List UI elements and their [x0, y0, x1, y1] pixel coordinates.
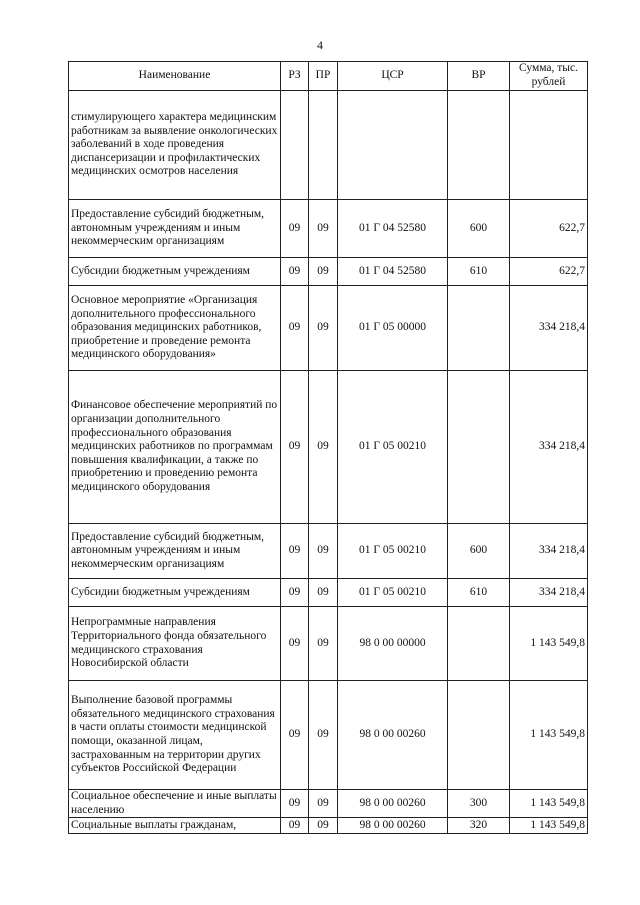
table-row — [69, 681, 588, 790]
cell-name: Непрограммные направления Территориального фонда обязательного медицинского страхования Новосибирской области — [69, 607, 281, 681]
header-rz: РЗ — [281, 62, 309, 91]
table-row — [69, 258, 588, 286]
header-name: Наименование — [69, 62, 281, 91]
cell-pr: 09 — [309, 524, 338, 579]
header-csr: ЦСР — [338, 62, 448, 91]
cell-csr: 98 0 00 00000 — [338, 607, 448, 681]
cell-csr: 98 0 00 00260 — [338, 681, 448, 790]
cell-name: Основное мероприятие «Организация дополнительного профессионального образования медицинских работников, приобретение и проведение ремонта медицинского оборудования» — [69, 286, 281, 371]
cell-csr: 01 Г 05 00000 — [338, 286, 448, 371]
header-sum: Сумма, тыс. рублей — [510, 62, 588, 91]
table-row — [69, 286, 588, 371]
page-number: 4 — [317, 38, 323, 52]
cell-name: Финансовое обеспечение мероприятий по организации дополнительного профессионального образования медицинских работников по программам повышения квалификации, а также по приобретению и проведению ремонта медицинского оборудования — [69, 371, 281, 524]
cell-pr: 09 — [309, 790, 338, 818]
table-row — [69, 818, 588, 834]
cell-vr: 600 — [448, 524, 510, 579]
table-row — [69, 91, 588, 200]
cell-csr — [338, 91, 448, 200]
cell-rz: 09 — [281, 286, 309, 371]
cell-name: Предоставление субсидий бюджетным, автономным учреждениям и иным некоммерческим организациям — [69, 524, 281, 579]
cell-csr: 01 Г 05 00210 — [338, 371, 448, 524]
cell-vr: 610 — [448, 258, 510, 286]
cell-sum: 622,7 — [510, 200, 588, 258]
cell-rz — [281, 91, 309, 200]
cell-vr: 320 — [448, 818, 510, 834]
cell-sum — [510, 91, 588, 200]
cell-name: Социальное обеспечение и иные выплаты населению — [69, 790, 281, 818]
table-row — [69, 579, 588, 607]
cell-vr — [448, 371, 510, 524]
cell-pr: 09 — [309, 579, 338, 607]
cell-name: Предоставление субсидий бюджетным, автономным учреждениям и иным некоммерческим организациям — [69, 200, 281, 258]
cell-sum: 622,7 — [510, 258, 588, 286]
cell-csr: 98 0 00 00260 — [338, 818, 448, 834]
cell-rz: 09 — [281, 818, 309, 834]
table-row — [69, 790, 588, 818]
cell-csr: 98 0 00 00260 — [338, 790, 448, 818]
cell-sum: 334 218,4 — [510, 524, 588, 579]
header-vr: ВР — [448, 62, 510, 91]
cell-rz: 09 — [281, 371, 309, 524]
cell-name: Выполнение базовой программы обязательного медицинского страхования в части оплаты стоимости медицинской помощи, оказанной лицам, застрахованным на территории других субъектов Российской Федерации — [69, 681, 281, 790]
cell-vr — [448, 681, 510, 790]
cell-rz: 09 — [281, 258, 309, 286]
cell-vr — [448, 286, 510, 371]
cell-sum: 334 218,4 — [510, 579, 588, 607]
table-row — [69, 524, 588, 579]
cell-csr: 01 Г 04 52580 — [338, 258, 448, 286]
cell-vr: 600 — [448, 200, 510, 258]
cell-rz: 09 — [281, 607, 309, 681]
cell-pr: 09 — [309, 681, 338, 790]
cell-pr: 09 — [309, 258, 338, 286]
cell-csr: 01 Г 05 00210 — [338, 579, 448, 607]
cell-vr — [448, 607, 510, 681]
cell-pr: 09 — [309, 607, 338, 681]
cell-rz: 09 — [281, 681, 309, 790]
cell-rz: 09 — [281, 579, 309, 607]
cell-rz: 09 — [281, 790, 309, 818]
cell-sum: 1 143 549,8 — [510, 818, 588, 834]
budget-table — [68, 61, 588, 834]
cell-vr: 300 — [448, 790, 510, 818]
cell-pr — [309, 91, 338, 200]
table-row — [69, 607, 588, 681]
cell-sum: 334 218,4 — [510, 286, 588, 371]
cell-vr: 610 — [448, 579, 510, 607]
cell-pr: 09 — [309, 371, 338, 524]
cell-sum: 1 143 549,8 — [510, 681, 588, 790]
table-header-row — [69, 62, 588, 91]
table-row — [69, 200, 588, 258]
cell-sum: 334 218,4 — [510, 371, 588, 524]
cell-sum: 1 143 549,8 — [510, 790, 588, 818]
cell-pr: 09 — [309, 286, 338, 371]
table-row — [69, 371, 588, 524]
cell-sum: 1 143 549,8 — [510, 607, 588, 681]
cell-name: Субсидии бюджетным учреждениям — [69, 258, 281, 286]
cell-rz: 09 — [281, 200, 309, 258]
cell-csr: 01 Г 05 00210 — [338, 524, 448, 579]
header-pr: ПР — [309, 62, 338, 91]
cell-csr: 01 Г 04 52580 — [338, 200, 448, 258]
cell-vr — [448, 91, 510, 200]
cell-name: Социальные выплаты гражданам, — [69, 818, 281, 834]
cell-rz: 09 — [281, 524, 309, 579]
cell-pr: 09 — [309, 200, 338, 258]
cell-name: стимулирующего характера медицинским работникам за выявление онкологических заболеваний в ходе проведения диспансеризации и профилактических медицинских осмотров населения — [69, 91, 281, 200]
cell-pr: 09 — [309, 818, 338, 834]
cell-name: Субсидии бюджетным учреждениям — [69, 579, 281, 607]
